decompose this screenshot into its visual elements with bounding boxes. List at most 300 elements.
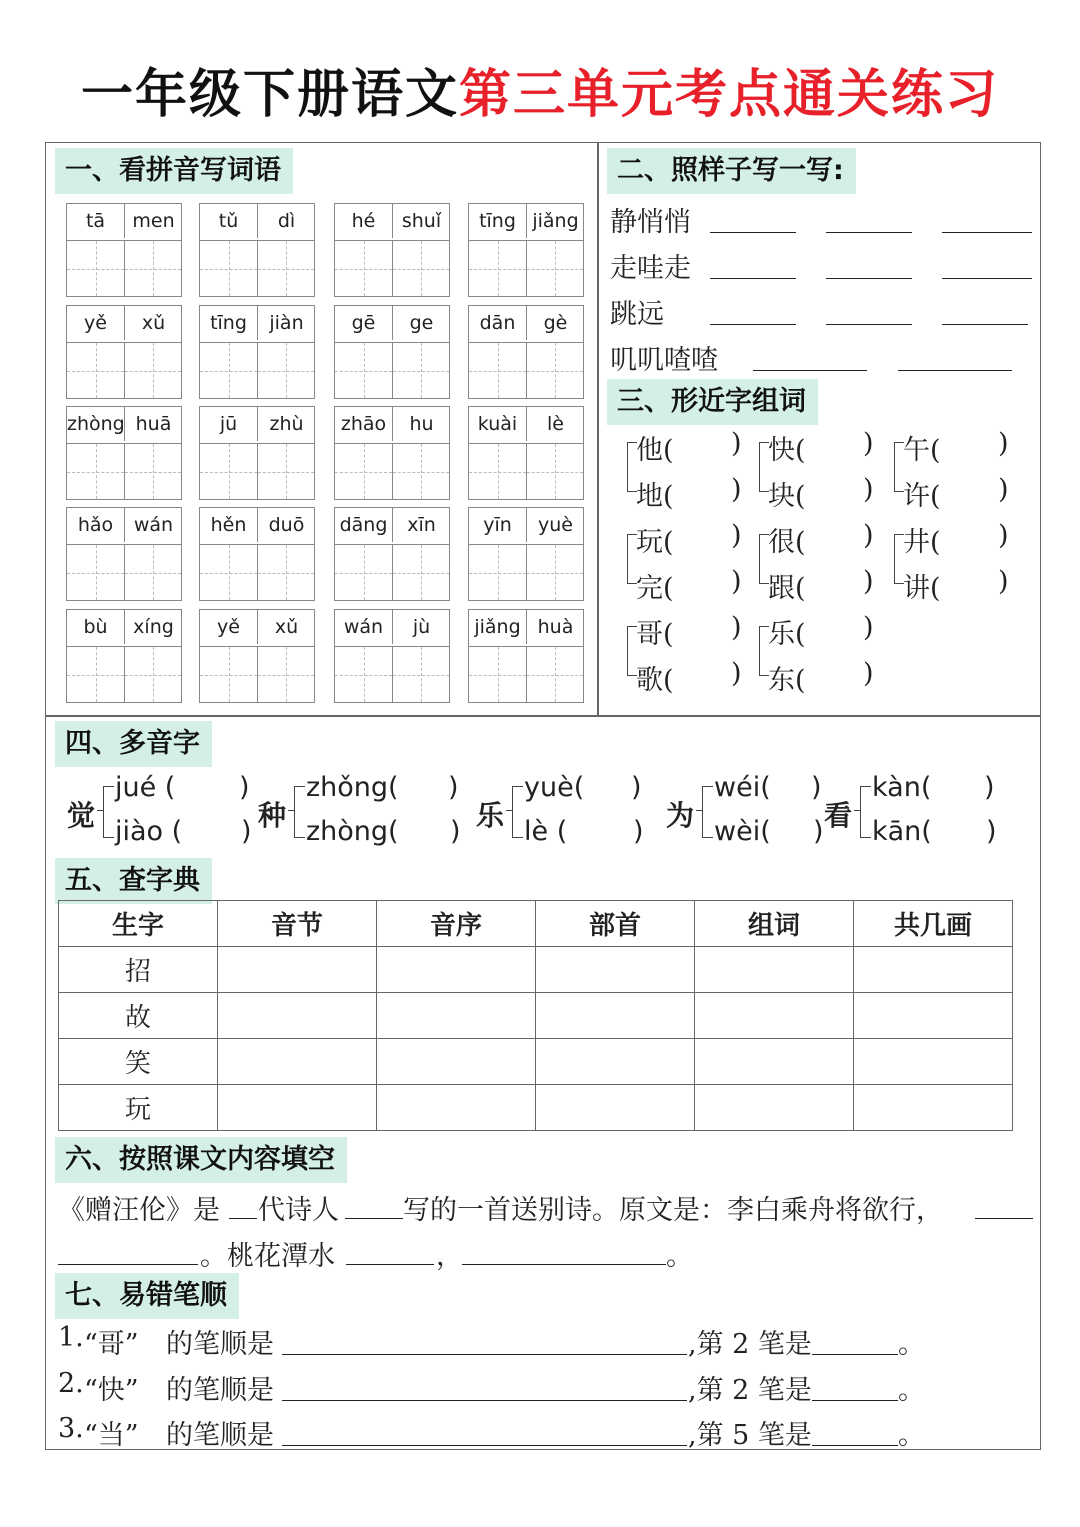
stroke-text: 的笔顺是 xyxy=(166,1420,274,1451)
answer-blank[interactable] xyxy=(282,1400,687,1401)
answer-blank[interactable] xyxy=(812,1354,898,1355)
similar-char: 很( xyxy=(768,527,806,558)
grid-guide-line xyxy=(364,241,365,296)
pinyin-label: huā xyxy=(124,407,182,441)
close-paren: ) xyxy=(863,428,874,459)
fill-text-d: 。桃花潭水 xyxy=(200,1241,335,1272)
stroke-num: 1. xyxy=(58,1322,84,1353)
bracket xyxy=(860,786,871,838)
writing-box[interactable] xyxy=(392,240,449,296)
polyphone-reading: zhòng( xyxy=(306,816,399,847)
example-3: 跳远 xyxy=(610,299,664,330)
writing-box[interactable] xyxy=(526,443,583,499)
table-row xyxy=(59,947,1013,993)
writing-box[interactable] xyxy=(469,342,526,398)
answer-cell[interactable] xyxy=(536,1085,695,1131)
polyphone-reading: lè ( xyxy=(524,816,568,847)
close-paren: ) xyxy=(239,772,250,803)
grid-guide-line xyxy=(364,343,365,398)
grid-guide-line xyxy=(498,545,499,600)
close-paren: ) xyxy=(863,566,874,597)
grid-guide-line xyxy=(421,343,422,398)
pinyin-label: tǔ xyxy=(218,210,239,232)
answer-cell[interactable] xyxy=(536,947,695,993)
answer-blank[interactable] xyxy=(942,232,1032,233)
close-paren: ) xyxy=(863,612,874,643)
grid-guide-line xyxy=(286,241,287,296)
grid-guide-line xyxy=(286,647,287,702)
pinyin-label: bù xyxy=(83,616,108,638)
close-paren: ) xyxy=(731,474,742,505)
pinyin-label: jiǎng xyxy=(526,204,584,238)
table-row xyxy=(59,1039,1013,1085)
answer-blank[interactable] xyxy=(753,370,867,371)
bracket xyxy=(512,786,523,838)
pinyin-label: ge xyxy=(392,306,450,340)
grid-guide-line xyxy=(555,241,556,296)
close-paren: ) xyxy=(450,816,461,847)
fill-text-c: 写的一首送别诗。原文是：李白乘舟将欲行， xyxy=(403,1195,943,1226)
pinyin-group xyxy=(66,305,182,399)
similar-char: 讲( xyxy=(903,573,941,604)
writing-box[interactable] xyxy=(257,544,314,600)
close-paren: ) xyxy=(241,816,252,847)
similar-char: 午( xyxy=(903,435,941,466)
writing-box[interactable] xyxy=(200,443,257,499)
pinyin-label: wán xyxy=(124,508,182,542)
pinyin-label: shuǐ xyxy=(392,204,450,238)
stroke-end: 。 xyxy=(898,1329,925,1360)
pinyin-group xyxy=(468,406,584,500)
char-cell: 笑 xyxy=(59,1039,218,1085)
dictionary-table xyxy=(58,900,1013,1131)
col-header: 组词 xyxy=(695,901,854,947)
grid-guide-line xyxy=(229,647,230,702)
writing-box[interactable] xyxy=(67,342,124,398)
writing-box[interactable] xyxy=(469,240,526,296)
section-1-heading: 一、看拼音写词语 xyxy=(55,148,293,194)
answer-cell[interactable] xyxy=(218,947,377,993)
writing-box[interactable] xyxy=(335,646,392,702)
polyphone-reading: zhǒng( xyxy=(306,772,399,803)
grid-guide-line xyxy=(153,647,154,702)
writing-box[interactable] xyxy=(526,342,583,398)
pinyin-group xyxy=(334,609,450,703)
writing-box[interactable] xyxy=(200,240,257,296)
writing-box[interactable] xyxy=(257,443,314,499)
writing-box[interactable] xyxy=(124,544,181,600)
example-4: 叽叽喳喳 xyxy=(610,345,718,376)
pinyin-group xyxy=(199,507,315,601)
close-paren: ) xyxy=(813,816,824,847)
fill-text-f: 。 xyxy=(666,1241,693,1272)
pinyin-label: hǎo xyxy=(77,514,114,536)
close-paren: ) xyxy=(863,474,874,505)
close-paren: ) xyxy=(731,658,742,689)
writing-box[interactable] xyxy=(335,544,392,600)
pinyin-label: hé xyxy=(351,210,376,232)
answer-cell[interactable] xyxy=(695,993,854,1039)
writing-box[interactable] xyxy=(67,646,124,702)
writing-box[interactable] xyxy=(526,544,583,600)
similar-char: 地( xyxy=(636,481,674,512)
grid-guide-line xyxy=(229,241,230,296)
polyphone-item xyxy=(476,772,676,854)
answer-cell[interactable] xyxy=(695,1039,854,1085)
answer-blank[interactable] xyxy=(282,1445,687,1446)
grid-guide-line xyxy=(153,241,154,296)
answer-blank[interactable] xyxy=(58,1264,198,1265)
close-paren: ) xyxy=(731,612,742,643)
pinyin-label: jiàn xyxy=(257,306,315,340)
writing-box[interactable] xyxy=(469,544,526,600)
pinyin-label: jiǎng xyxy=(474,616,521,638)
pinyin-label: zhù xyxy=(257,407,315,441)
pinyin-label: tīng xyxy=(210,312,247,334)
answer-blank[interactable] xyxy=(462,1264,666,1265)
grid-guide-line xyxy=(498,241,499,296)
writing-box[interactable] xyxy=(124,240,181,296)
pinyin-label: zhāo xyxy=(340,413,387,435)
section-2-heading: 二、照样子写一写: xyxy=(607,148,856,194)
title-black: 一年级下册语文 xyxy=(80,64,459,125)
pinyin-label: xīn xyxy=(392,508,450,542)
answer-blank[interactable] xyxy=(812,1400,898,1401)
pinyin-group xyxy=(66,507,182,601)
polyphone-reading: kān( xyxy=(872,816,932,847)
pinyin-label: hěn xyxy=(210,514,247,536)
polyphone-char: 种 xyxy=(258,799,287,832)
answer-cell[interactable] xyxy=(695,1085,854,1131)
pinyin-label: dì xyxy=(257,204,315,238)
pinyin-label: xíng xyxy=(124,610,182,644)
answer-cell[interactable] xyxy=(536,1039,695,1085)
answer-blank[interactable] xyxy=(826,324,912,325)
grid-guide-line xyxy=(498,647,499,702)
writing-box[interactable] xyxy=(124,646,181,702)
writing-box[interactable] xyxy=(67,544,124,600)
similar-char: 许( xyxy=(903,481,941,512)
close-paren: ) xyxy=(863,658,874,689)
col-header: 音节 xyxy=(218,901,377,947)
close-paren: ) xyxy=(998,428,1009,459)
pinyin-group xyxy=(199,305,315,399)
pinyin-group xyxy=(66,609,182,703)
similar-char-pair xyxy=(759,428,889,512)
fill-text-a: 《赠汪伦》是 xyxy=(58,1195,220,1226)
polyphone-reading: yuè( xyxy=(524,772,585,803)
pinyin-label: gè xyxy=(526,306,584,340)
pinyin-group xyxy=(468,305,584,399)
section-3-heading: 三、形近字组词 xyxy=(607,379,818,425)
stroke-text: ,第 5 笔是 xyxy=(688,1420,812,1451)
pinyin-label: huà xyxy=(526,610,584,644)
writing-box[interactable] xyxy=(392,443,449,499)
example-1: 静悄悄 xyxy=(610,207,691,238)
pinyin-label: yuè xyxy=(526,508,584,542)
section-5-heading: 五、查字典 xyxy=(55,858,212,904)
answer-blank[interactable] xyxy=(826,232,912,233)
answer-cell[interactable] xyxy=(218,1039,377,1085)
similar-char-pair xyxy=(759,612,889,696)
close-paren: ) xyxy=(986,816,997,847)
grid-guide-line xyxy=(364,545,365,600)
answer-blank[interactable] xyxy=(812,1445,898,1446)
divider-horizontal xyxy=(45,715,1041,717)
pinyin-label: yě xyxy=(217,616,240,638)
answer-cell[interactable] xyxy=(377,1039,536,1085)
grid-guide-line xyxy=(555,545,556,600)
char-cell: 故 xyxy=(59,993,218,1039)
polyphone-reading: wèi( xyxy=(714,816,771,847)
grid-guide-line xyxy=(153,343,154,398)
grid-guide-line xyxy=(286,343,287,398)
pinyin-label: yīn xyxy=(483,514,512,536)
answer-cell[interactable] xyxy=(377,1085,536,1131)
writing-box[interactable] xyxy=(200,544,257,600)
writing-box[interactable] xyxy=(67,240,124,296)
stroke-text: 的笔顺是 xyxy=(166,1375,274,1406)
section-7-heading: 七、易错笔顺 xyxy=(55,1273,239,1319)
writing-box[interactable] xyxy=(124,443,181,499)
col-header: 部首 xyxy=(536,901,695,947)
grid-guide-line xyxy=(555,444,556,499)
grid-guide-line xyxy=(229,444,230,499)
pinyin-group xyxy=(334,203,450,297)
writing-box[interactable] xyxy=(257,646,314,702)
pinyin-group xyxy=(334,507,450,601)
writing-box[interactable] xyxy=(200,646,257,702)
grid-guide-line xyxy=(96,545,97,600)
close-paren: ) xyxy=(863,520,874,551)
similar-char-pair xyxy=(627,520,757,604)
polyphone-char: 看 xyxy=(824,799,853,832)
grid-guide-line xyxy=(498,444,499,499)
close-paren: ) xyxy=(448,772,459,803)
stroke-text: ,第 2 笔是 xyxy=(688,1329,812,1360)
pinyin-label: gē xyxy=(351,312,376,334)
page-title xyxy=(0,52,1080,127)
similar-char: 跟( xyxy=(768,573,806,604)
table-header-row xyxy=(59,901,1013,947)
grid-guide-line xyxy=(421,444,422,499)
pinyin-group xyxy=(468,203,584,297)
pinyin-label: dān xyxy=(479,312,516,334)
writing-box[interactable] xyxy=(200,342,257,398)
pinyin-label: xǔ xyxy=(257,610,315,644)
section-4-heading: 四、多音字 xyxy=(55,721,212,767)
pinyin-group xyxy=(66,406,182,500)
similar-char-pair xyxy=(894,520,1024,604)
pinyin-group xyxy=(468,507,584,601)
grid-guide-line xyxy=(498,343,499,398)
pinyin-label: wán xyxy=(343,616,384,638)
answer-blank[interactable] xyxy=(942,278,1032,279)
answer-cell[interactable] xyxy=(854,1039,1013,1085)
pinyin-group xyxy=(334,305,450,399)
answer-blank[interactable] xyxy=(826,278,912,279)
writing-box[interactable] xyxy=(469,646,526,702)
pinyin-label: tā xyxy=(85,210,106,232)
polyphone-char: 为 xyxy=(666,799,695,832)
answer-blank[interactable] xyxy=(346,1264,434,1265)
similar-char-pair xyxy=(627,428,757,512)
answer-cell[interactable] xyxy=(218,1085,377,1131)
answer-blank[interactable] xyxy=(229,1218,257,1219)
stroke-num: 2. xyxy=(58,1368,84,1399)
polyphone-char: 觉 xyxy=(67,799,96,832)
col-header: 共几画 xyxy=(854,901,1013,947)
answer-blank[interactable] xyxy=(898,370,1012,371)
similar-char: 玩( xyxy=(636,527,674,558)
col-header: 音序 xyxy=(377,901,536,947)
answer-cell[interactable] xyxy=(377,993,536,1039)
pinyin-label: men xyxy=(124,204,182,238)
similar-char: 东( xyxy=(768,665,806,696)
grid-guide-line xyxy=(286,545,287,600)
section-6-heading: 六、按照课文内容填空 xyxy=(55,1137,347,1183)
stroke-text: ,第 2 笔是 xyxy=(688,1375,812,1406)
similar-char: 完( xyxy=(636,573,674,604)
char-cell: 玩 xyxy=(59,1085,218,1131)
pinyin-group xyxy=(199,203,315,297)
answer-cell[interactable] xyxy=(854,947,1013,993)
grid-guide-line xyxy=(364,444,365,499)
answer-cell[interactable] xyxy=(377,947,536,993)
pinyin-label: jū xyxy=(219,413,238,435)
pinyin-label: duō xyxy=(257,508,315,542)
stroke-text: 的笔顺是 xyxy=(166,1329,274,1360)
grid-guide-line xyxy=(286,444,287,499)
table-row xyxy=(59,993,1013,1039)
answer-blank[interactable] xyxy=(345,1218,403,1219)
pinyin-label: dāng xyxy=(339,514,388,536)
title-red: 第三单元考点通关练习 xyxy=(459,64,1000,125)
answer-cell[interactable] xyxy=(536,993,695,1039)
polyphone-char: 乐 xyxy=(476,799,505,832)
stroke-end: 。 xyxy=(898,1420,925,1451)
grid-guide-line xyxy=(96,241,97,296)
grid-guide-line xyxy=(229,343,230,398)
writing-box[interactable] xyxy=(392,646,449,702)
grid-guide-line xyxy=(555,343,556,398)
pinyin-label: hu xyxy=(392,407,450,441)
answer-cell[interactable] xyxy=(218,993,377,1039)
similar-char: 快( xyxy=(768,435,806,466)
pinyin-group xyxy=(199,406,315,500)
close-paren: ) xyxy=(998,566,1009,597)
polyphone-reading: kàn( xyxy=(872,772,932,803)
similar-char: 块( xyxy=(768,481,806,512)
bracket xyxy=(103,786,114,838)
close-paren: ) xyxy=(731,428,742,459)
answer-cell[interactable] xyxy=(854,1085,1013,1131)
close-paren: ) xyxy=(998,474,1009,505)
close-paren: ) xyxy=(998,520,1009,551)
pinyin-label: xǔ xyxy=(124,306,182,340)
close-paren: ) xyxy=(731,520,742,551)
pinyin-label: tīng xyxy=(479,210,516,232)
pinyin-label: lè xyxy=(526,407,584,441)
writing-box[interactable] xyxy=(469,443,526,499)
similar-char: 歌( xyxy=(636,665,674,696)
answer-blank[interactable] xyxy=(942,324,1028,325)
answer-blank[interactable] xyxy=(282,1354,687,1355)
polyphone-reading: jiào ( xyxy=(115,816,183,847)
polyphone-item xyxy=(67,772,267,854)
bracket xyxy=(294,786,305,838)
grid-guide-line xyxy=(421,241,422,296)
writing-box[interactable] xyxy=(124,342,181,398)
writing-box[interactable] xyxy=(67,443,124,499)
pinyin-group xyxy=(199,609,315,703)
bracket xyxy=(702,786,713,838)
close-paren: ) xyxy=(811,772,822,803)
table-row xyxy=(59,1085,1013,1131)
grid-guide-line xyxy=(96,343,97,398)
similar-char: 井( xyxy=(903,527,941,558)
similar-char: 哥( xyxy=(636,619,674,650)
answer-blank[interactable] xyxy=(975,1218,1033,1219)
fill-text-b: 代诗人 xyxy=(258,1195,339,1226)
writing-box[interactable] xyxy=(392,544,449,600)
close-paren: ) xyxy=(731,566,742,597)
answer-blank[interactable] xyxy=(710,324,796,325)
grid-guide-line xyxy=(153,444,154,499)
divider-vertical xyxy=(597,142,599,716)
similar-char-pair xyxy=(894,428,1024,512)
pinyin-label: zhòng xyxy=(67,413,125,435)
polyphone-reading: jué ( xyxy=(115,772,176,803)
stroke-char: “快” xyxy=(84,1375,139,1406)
stroke-char: “当” xyxy=(84,1420,139,1451)
writing-box[interactable] xyxy=(335,342,392,398)
writing-box[interactable] xyxy=(257,240,314,296)
close-paren: ) xyxy=(984,772,995,803)
pinyin-label: jù xyxy=(392,610,450,644)
answer-blank[interactable] xyxy=(710,232,796,233)
example-2: 走哇走 xyxy=(610,253,691,284)
similar-char: 他( xyxy=(636,435,674,466)
writing-box[interactable] xyxy=(335,443,392,499)
grid-guide-line xyxy=(153,545,154,600)
char-cell: 招 xyxy=(59,947,218,993)
answer-cell[interactable] xyxy=(695,947,854,993)
writing-box[interactable] xyxy=(392,342,449,398)
grid-guide-line xyxy=(421,647,422,702)
pinyin-label: kuài xyxy=(477,413,518,435)
writing-box[interactable] xyxy=(526,240,583,296)
polyphone-item xyxy=(824,772,1024,854)
answer-cell[interactable] xyxy=(854,993,1013,1039)
similar-char-pair xyxy=(627,612,757,696)
writing-box[interactable] xyxy=(526,646,583,702)
pinyin-label: yě xyxy=(84,312,107,334)
pinyin-group xyxy=(334,406,450,500)
similar-char: 乐( xyxy=(768,619,806,650)
similar-char-pair xyxy=(759,520,889,604)
writing-box[interactable] xyxy=(257,342,314,398)
writing-box[interactable] xyxy=(335,240,392,296)
pinyin-group xyxy=(468,609,584,703)
pinyin-group xyxy=(66,203,182,297)
fill-text-e: ， xyxy=(436,1241,463,1272)
col-header: 生字 xyxy=(59,901,218,947)
grid-guide-line xyxy=(555,647,556,702)
close-paren: ) xyxy=(633,816,644,847)
answer-blank[interactable] xyxy=(710,278,796,279)
grid-guide-line xyxy=(96,444,97,499)
